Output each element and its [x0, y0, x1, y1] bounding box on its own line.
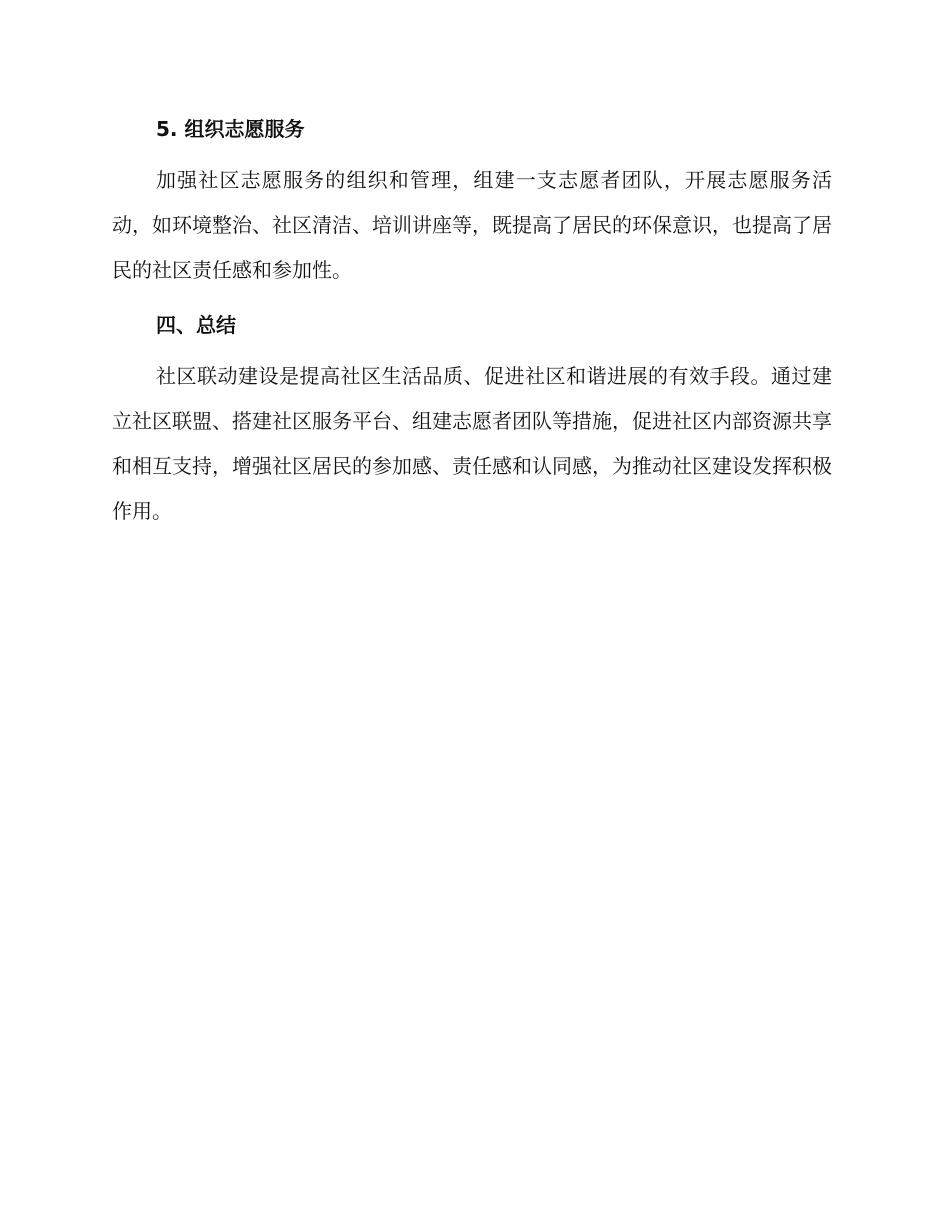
section-paragraph-volunteer-service: 加强社区志愿服务的组织和管理，组建一支志愿者团队，开展志愿服务活动，如环境整治、社区清洁、培训讲座等，既提高了居民的环保意识，也提高了居民的社区责任感和参加性。 [112, 168, 832, 282]
section-heading-summary: 四、总结 [156, 313, 236, 337]
document-body [112, 112, 832, 534]
section-heading-volunteer-service: 5. 组织志愿服务 [156, 117, 305, 141]
section-paragraph-summary: 社区联动建设是提高社区生活品质、促进社区和谐进展的有效手段。通过建立社区联盟、搭建社区服务平台、组建志愿者团队等措施，促进社区内部资源共享和相互支持，增强社区居民的参加感、责任感和认同感，为推动社区建设发挥积极作用。 [112, 364, 832, 523]
